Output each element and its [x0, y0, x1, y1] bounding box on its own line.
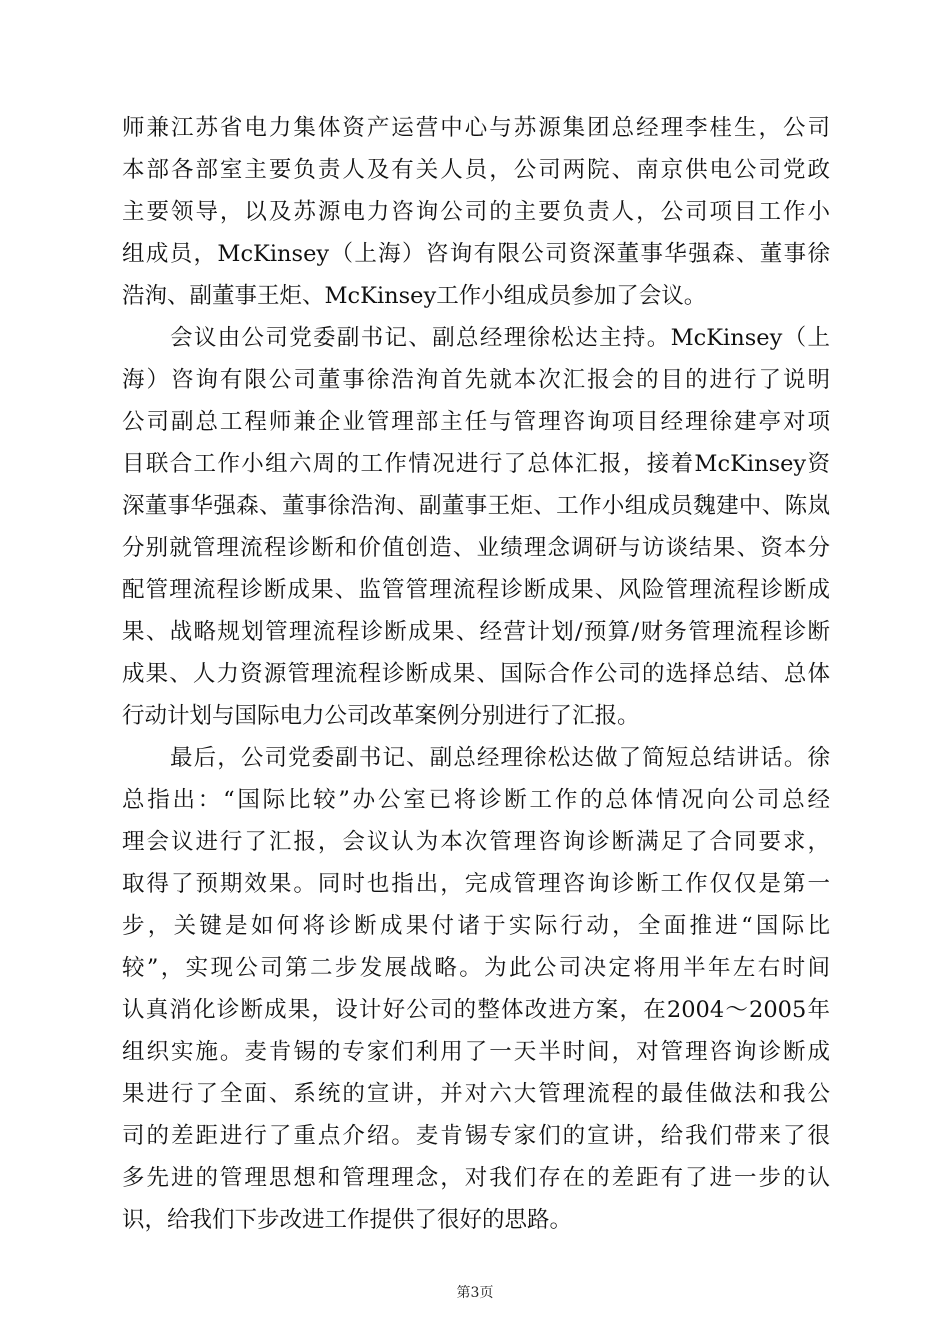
text-line: 理会议进行了汇报，会议认为本次管理咨询诊断满足了合同要求， — [122, 829, 830, 855]
text-line: 师兼江苏省电力集体资产运营中心与苏源集团总经理李桂生，公司 — [122, 115, 830, 141]
text-line: 步，关键是如何将诊断成果付诸于实际行动，全面推进“国际比 — [122, 913, 830, 939]
text-line: 分别就管理流程诊断和价值创造、业绩理念调研与访谈结果、资本分 — [122, 535, 830, 561]
text-line: 组成员，McKinsey（上海）咨询有限公司资深董事华强森、董事徐 — [122, 241, 830, 267]
text-line: 配管理流程诊断成果、监管管理流程诊断成果、风险管理流程诊断成 — [122, 577, 830, 603]
text-line: 认真消化诊断成果，设计好公司的整体改进方案，在2004～2005年 — [122, 997, 830, 1023]
text-line: 最后，公司党委副书记、副总经理徐松达做了简短总结讲话。徐 — [170, 745, 830, 771]
text-line: 深董事华强森、董事徐浩洵、副董事王炬、工作小组成员魏建中、陈岚 — [122, 493, 830, 519]
page-number: 第3页 — [456, 1285, 494, 1301]
text-line: 成果、人力资源管理流程诊断成果、国际合作公司的选择总结、总体 — [122, 661, 830, 687]
text-line: 多先进的管理思想和管理理念，对我们存在的差距有了进一步的认 — [122, 1165, 830, 1191]
text-line: 较”，实现公司第二步发展战略。为此公司决定将用半年左右时间 — [122, 955, 830, 981]
text-line: 识，给我们下步改进工作提供了很好的思路。 — [122, 1207, 573, 1233]
text-line: 浩洵、副董事王炬、McKinsey工作小组成员参加了会议。 — [122, 283, 707, 309]
text-line: 本部各部室主要负责人及有关人员，公司两院、南京供电公司党政 — [122, 157, 830, 183]
text-line: 行动计划与国际电力公司改革案例分别进行了汇报。 — [122, 703, 640, 729]
text-line: 果、战略规划管理流程诊断成果、经营计划/预算/财务管理流程诊断 — [122, 619, 830, 645]
text-line: 公司副总工程师兼企业管理部主任与管理咨询项目经理徐建亭对项 — [122, 409, 830, 435]
text-line: 总指出：“国际比较”办公室已将诊断工作的总体情况向公司总经 — [122, 787, 830, 813]
text-line: 司的差距进行了重点介绍。麦肯锡专家们的宣讲，给我们带来了很 — [122, 1123, 830, 1149]
text-line: 目联合工作小组六周的工作情况进行了总体汇报，接着McKinsey资 — [122, 451, 830, 477]
text-line: 会议由公司党委副书记、副总经理徐松达主持。McKinsey（上 — [170, 325, 830, 351]
text-line: 海）咨询有限公司董事徐浩洵首先就本次汇报会的目的进行了说明 — [122, 367, 830, 393]
text-line: 组织实施。麦肯锡的专家们利用了一天半时间，对管理咨询诊断成 — [122, 1039, 830, 1065]
text-line: 取得了预期效果。同时也指出，完成管理咨询诊断工作仅仅是第一 — [122, 871, 830, 897]
text-line: 主要领导，以及苏源电力咨询公司的主要负责人，公司项目工作小 — [122, 199, 830, 225]
text-line: 果进行了全面、系统的宣讲，并对六大管理流程的最佳做法和我公 — [122, 1081, 830, 1107]
